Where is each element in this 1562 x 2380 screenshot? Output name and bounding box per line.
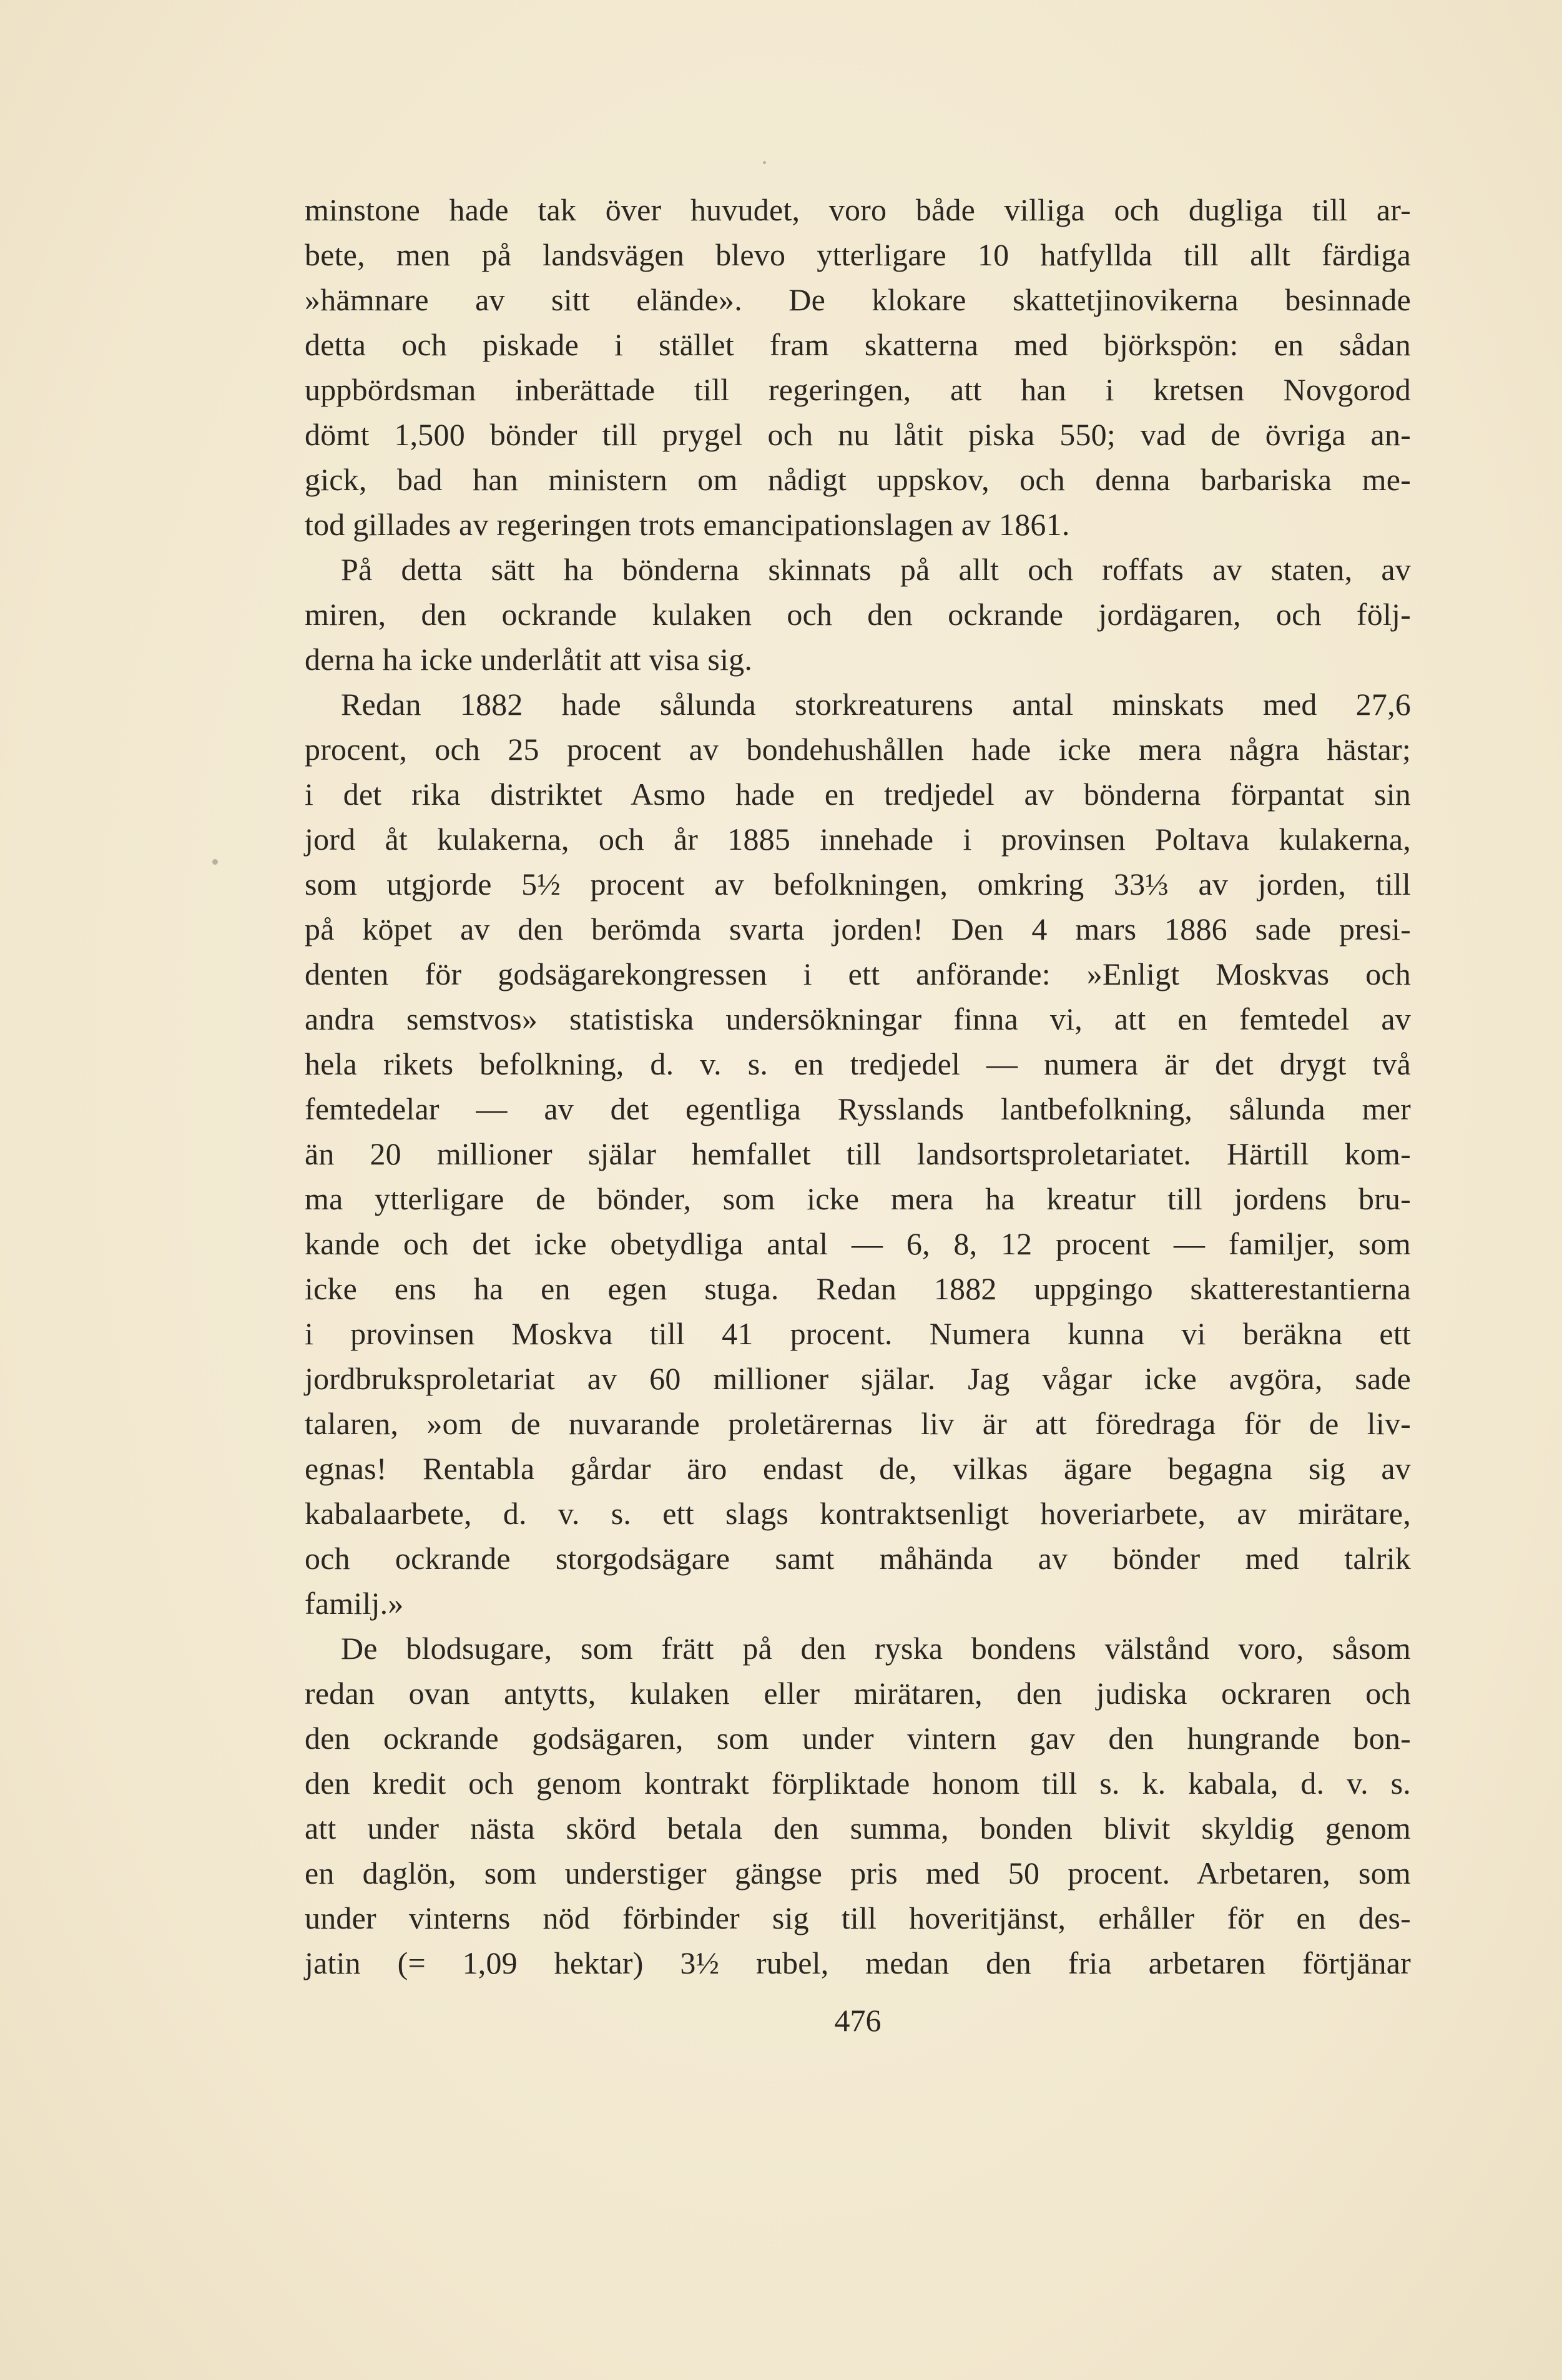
- text-line: egnas! Rentabla gårdar äro endast de, vilkas ägare begagna sig av: [305, 1451, 1411, 1486]
- text-line: som utgjorde 5½ procent av befolkningen, omkring 33⅓ av jorden, till: [305, 867, 1411, 902]
- text-line: uppbördsman inberättade till regeringen, att han i kretsen Novgorod: [305, 372, 1411, 407]
- text-line: jord åt kulakerna, och år 1885 innehade i provinsen Poltava kulakerna,: [305, 822, 1411, 857]
- text-line: än 20 millioner själar hemfallet till landsortsproletariatet. Härtill kom-: [305, 1136, 1411, 1171]
- text-line: familj.»: [305, 1586, 404, 1621]
- text-line: detta och piskade i stället fram skatterna med björkspön: en sådan: [305, 327, 1411, 362]
- text-line: på köpet av den berömda svarta jorden! Den 4 mars 1886 sade presi-: [305, 912, 1411, 947]
- text-line: och ockrande storgodsägare samt måhända av bönder med talrik: [305, 1541, 1411, 1576]
- text-line: den ockrande godsägaren, som under vintern gav den hungrande bon-: [305, 1721, 1411, 1756]
- text-line: bete, men på landsvägen blevo ytterligare 10 hatfyllda till allt färdiga: [305, 237, 1411, 272]
- text-line: i provinsen Moskva till 41 procent. Numera kunna vi beräkna ett: [305, 1316, 1411, 1351]
- text-line: denten för godsägarekongressen i ett anförande: »Enligt Moskvas och: [305, 956, 1411, 991]
- text-line: miren, den ockrande kulaken och den ockrande jordägaren, och följ-: [305, 597, 1411, 632]
- text-line: gick, bad han ministern om nådigt uppskov, och denna barbariska me-: [305, 462, 1411, 497]
- text-line: kabalaarbete, d. v. s. ett slags kontraktsenligt hoveriarbete, av mirätare,: [305, 1496, 1411, 1531]
- text-line: De blodsugare, som frätt på den ryska bondens välstånd voro, såsom: [341, 1631, 1411, 1666]
- text-line: i det rika distriktet Asmo hade en tredjedel av bönderna förpantat sin: [305, 777, 1411, 812]
- text-line: »hämnare av sitt elände». De klokare skattetjinovikerna besinnade: [305, 282, 1411, 317]
- text-line: den kredit och genom kontrakt förpliktade honom till s. k. kabala, d. v. s.: [305, 1766, 1411, 1801]
- text-line: dömt 1,500 bönder till prygel och nu låtit piska 550; vad de övriga an-: [305, 417, 1411, 452]
- text-line: hela rikets befolkning, d. v. s. en tredjedel — numera är det drygt två: [305, 1046, 1411, 1081]
- text-line: På detta sätt ha bönderna skinnats på allt och roffats av staten, av: [341, 552, 1411, 587]
- text-line: Redan 1882 hade sålunda storkreaturens antal minskats med 27,6: [341, 687, 1411, 722]
- text-line: andra semstvos» statistiska undersökningar finna vi, att en femtedel av: [305, 1001, 1411, 1036]
- text-line: icke ens ha en egen stuga. Redan 1882 uppgingo skatterestantierna: [305, 1271, 1411, 1306]
- text-line: ma ytterligare de bönder, som icke mera ha kreatur till jordens bru-: [305, 1181, 1411, 1216]
- text-line: derna ha icke underlåtit att visa sig.: [305, 642, 753, 677]
- text-line: jatin (= 1,09 hektar) 3½ rubel, medan den fria arbetaren förtjänar: [305, 1945, 1411, 1980]
- text-line: redan ovan antytts, kulaken eller mirätaren, den judiska ockraren och: [305, 1676, 1411, 1711]
- text-line: tod gillades av regeringen trots emancipationslagen av 1861.: [305, 507, 1070, 542]
- text-line: procent, och 25 procent av bondehushållen hade icke mera några hästar;: [305, 732, 1411, 767]
- text-line: en daglön, som understiger gängse pris med 50 procent. Arbetaren, som: [305, 1856, 1411, 1891]
- text-line: minstone hade tak över huvudet, voro både villiga och dugliga till ar-: [305, 192, 1411, 227]
- text-line: jordbruksproletariat av 60 millioner själar. Jag vågar icke avgöra, sade: [305, 1361, 1411, 1396]
- text-line: under vinterns nöd förbinder sig till hoveritjänst, erhåller för en des-: [305, 1901, 1411, 1935]
- text-line: talaren, »om de nuvarande proletärernas liv är att föredraga för de liv-: [305, 1406, 1411, 1441]
- page-number: 476: [834, 2003, 882, 2038]
- text-line: femtedelar — av det egentliga Rysslands lantbefolkning, sålunda mer: [305, 1091, 1411, 1126]
- text-line: kande och det icke obetydliga antal — 6, 8, 12 procent — familjer, som: [305, 1226, 1411, 1261]
- paper-speck: [212, 859, 218, 865]
- paper-speck: [763, 161, 766, 164]
- text-line: att under nästa skörd betala den summa, bonden blivit skyldig genom: [305, 1811, 1411, 1846]
